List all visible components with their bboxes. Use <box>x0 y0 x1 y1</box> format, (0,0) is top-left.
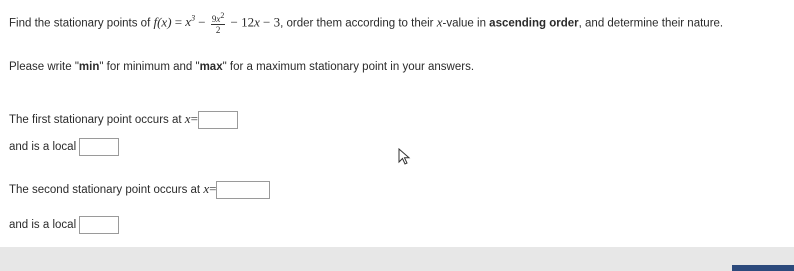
first-point-x: x= <box>184 111 198 127</box>
second-nature-label: and is a local <box>9 219 77 232</box>
question-mid: , order them according to their <box>280 17 434 30</box>
fraction-term: $\frac{9x^2}{2}$ <box>211 11 225 36</box>
first-point-label: The first stationary point occurs at <box>9 114 182 127</box>
instruction-mid: " for minimum and " <box>99 61 200 73</box>
bottom-bar <box>0 247 794 271</box>
first-nature-label: and is a local <box>9 141 77 154</box>
constant-term: 3 <box>273 14 281 30</box>
accent-strip <box>732 265 794 271</box>
question-intro: Find the stationary points of <box>9 17 151 30</box>
minus-sign: − <box>263 14 271 30</box>
second-point-label: The second stationary point occurs at <box>9 184 201 197</box>
first-point-row <box>9 111 238 129</box>
minus-sign: − <box>230 14 238 30</box>
question-text <box>9 6 723 36</box>
instruction-prefix: Please write " <box>9 61 79 73</box>
second-point-row <box>9 181 270 199</box>
second-nature-input[interactable] <box>79 216 119 234</box>
instruction-suffix: " for a maximum stationary point in your answers. <box>222 61 475 73</box>
equals-sign: = <box>174 14 183 30</box>
second-point-input[interactable] <box>216 181 270 199</box>
first-point-input[interactable] <box>198 111 238 129</box>
second-point-x: x= <box>203 181 217 197</box>
minus-sign: − <box>198 14 206 30</box>
ascending-order-phrase: ascending order <box>489 17 579 30</box>
function-name: f(x) <box>153 14 172 30</box>
instruction-text <box>9 61 474 73</box>
question-mid2: -value in <box>442 17 486 30</box>
mouse-pointer-icon <box>398 148 412 166</box>
first-nature-input[interactable] <box>79 138 119 156</box>
min-word: min <box>78 61 100 73</box>
second-nature-row <box>9 216 119 234</box>
x-variable: x <box>436 14 443 30</box>
term-12x: 12x <box>241 14 260 30</box>
term-x-cubed: $x^3$ <box>185 14 196 30</box>
question-suffix: , and determine their nature. <box>578 17 724 30</box>
max-word: max <box>199 61 223 73</box>
first-nature-row <box>9 138 119 156</box>
